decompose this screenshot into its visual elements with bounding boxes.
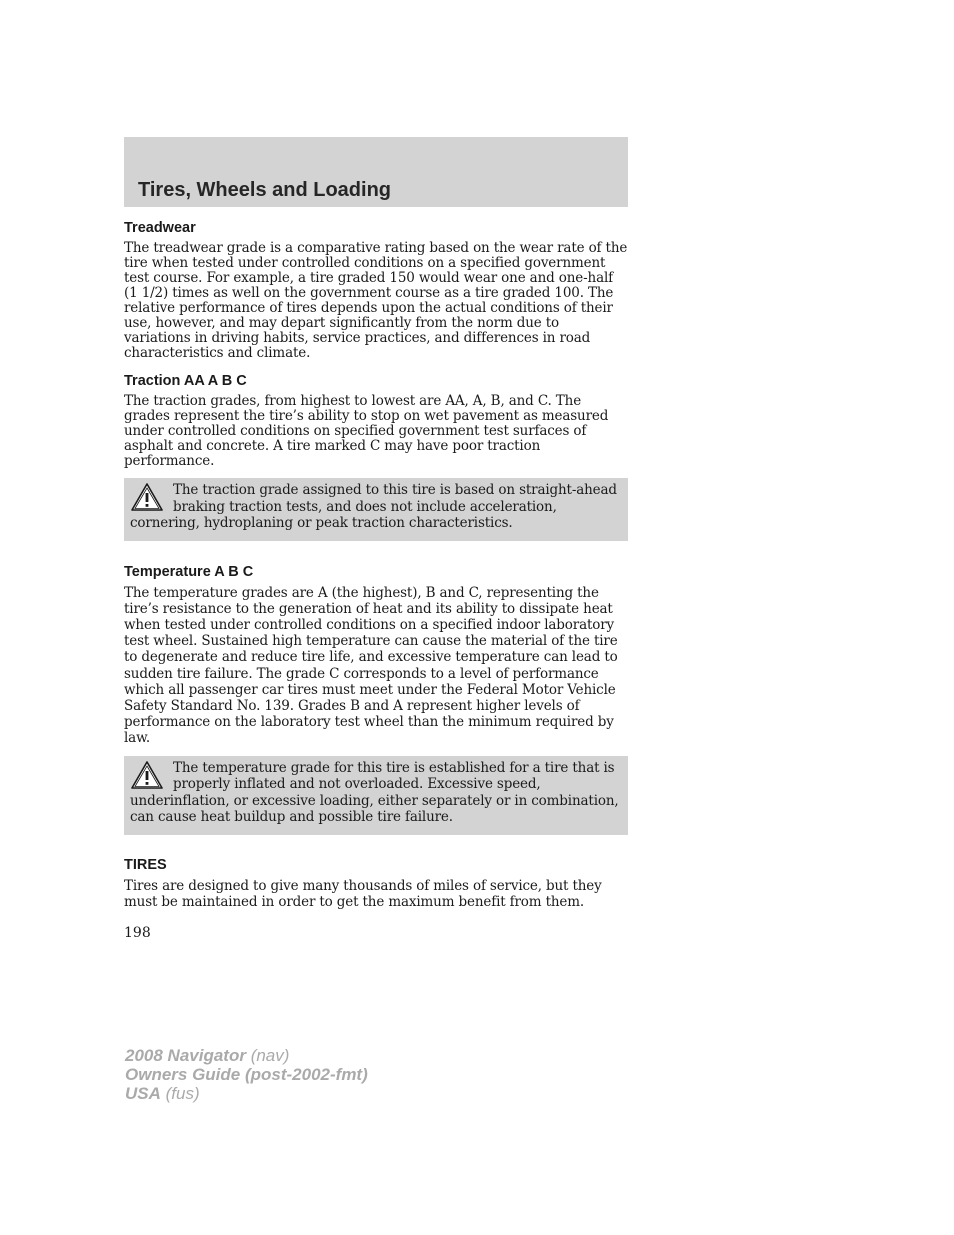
section-treadwear bbox=[124, 220, 628, 361]
warning-text-traction: The traction grade assigned to this tire is based on straight-ahead braking traction tests, and does not include acceleration, cornering, hydroplaning or peak traction characteristics. bbox=[130, 482, 617, 531]
footer-line-1 bbox=[125, 1046, 368, 1065]
footer-model-code: (nav) bbox=[250, 1046, 290, 1065]
page-title: Tires, Wheels and Loading bbox=[138, 179, 392, 201]
paragraph-tires: Tires are designed to give many thousands of miles of service, but they must be maintained in order to get the maximum benefit from them. bbox=[124, 877, 602, 910]
page-number: 198 bbox=[124, 925, 151, 941]
warning-text-temperature: The temperature grade for this tire is established for a tire that is properly inflated and not overloaded. Excessive speed, underinflation, or excessive loading, either separately or in combination, can cause heat buildup and possible tire failure. bbox=[130, 759, 619, 826]
warning-box-temperature bbox=[124, 756, 628, 835]
footer-line-3 bbox=[125, 1084, 368, 1103]
heading-temperature: Temperature A B C bbox=[124, 563, 254, 580]
footer-line-2 bbox=[125, 1065, 368, 1084]
content bbox=[124, 220, 628, 910]
paragraph-temperature: The temperature grades are A (the highest), B and C, representing the tire’s resistance to the generation of heat and its ability to dissipate heat when tested under controlled conditions on a specified indoor laboratory test wheel. Sustained high temperature can cause the material of the tire to degenerate and reduce tire life, and excessive temperature can lead to sudden tire failure. The grade C corresponds to a level of performance which all passenger car tires must meet under the Federal Motor Vehicle Safety Standard No. 139. Grades B and A represent higher levels of performance on the laboratory test wheel than the minimum required by law. bbox=[124, 584, 618, 747]
heading-tires: TIRES bbox=[124, 856, 167, 873]
section-tires bbox=[124, 857, 628, 910]
paragraph-treadwear: The treadwear grade is a comparative rating based on the wear rate of the tire when tested under controlled conditions on a specified government test course. For example, a tire graded 150 would wear one and one-half (1 1/2) times as well on the government course as a tire graded 100. The relative performance of tires depends upon the actual conditions of their use, however, and may depart significantly from the norm due to variations in driving habits, service practices, and differences in road characteristics and climate. bbox=[124, 240, 628, 361]
section-traction bbox=[124, 373, 628, 541]
footer-region: USA bbox=[125, 1084, 161, 1103]
section-temperature bbox=[124, 564, 628, 835]
heading-traction: Traction AA A B C bbox=[124, 373, 247, 389]
warning-triangle-icon bbox=[130, 760, 164, 790]
footer-model: 2008 Navigator bbox=[125, 1046, 246, 1065]
footer-region-code: (fus) bbox=[165, 1084, 200, 1103]
warning-triangle-icon bbox=[130, 482, 164, 512]
heading-treadwear: Treadwear bbox=[124, 220, 196, 236]
warning-box-traction bbox=[124, 478, 628, 541]
section-header bbox=[124, 137, 628, 207]
document-footer bbox=[125, 1046, 368, 1103]
footer-guide: Owners Guide (post-2002-fmt) bbox=[125, 1065, 368, 1084]
paragraph-traction: The traction grades, from highest to lowest are AA, A, B, and C. The grades represent the tire’s ability to stop on wet pavement as measured under controlled conditions on specified government test surfaces of asphalt and concrete. A tire marked C may have poor traction performance. bbox=[124, 393, 609, 469]
